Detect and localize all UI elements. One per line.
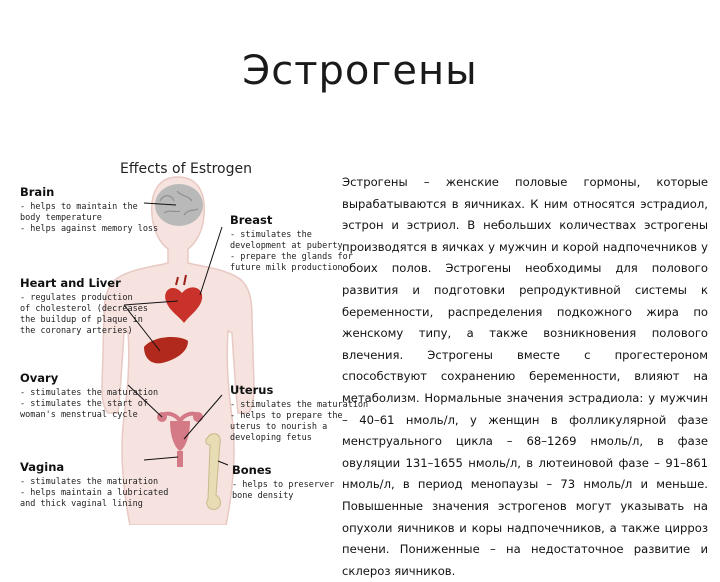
brain-label: Brain [20, 185, 55, 199]
figure-title: Effects of Estrogen [120, 161, 252, 177]
breast-text: - stimulates the development at puberty - prepare the glands for future milk production [230, 230, 353, 273]
estrogen-effects-figure [12, 155, 369, 525]
slide-title: Эстрогены [242, 48, 478, 94]
heart-liver-text: - regulates production of cholesterol (decreases the buildup of plaque in the coronary arteries) [20, 293, 148, 336]
vagina-label: Vagina [20, 460, 65, 474]
brain-organ [155, 184, 203, 226]
ovary-text: - stimulates the maturation - stimulates the start of woman's menstrual cycle [20, 388, 159, 420]
heart-liver-label: Heart and Liver [20, 276, 121, 290]
uterus-text: - stimulates the maturation - helps to prepare the uterus to nourish a developing fetus [230, 400, 369, 443]
breast-label: Breast [230, 213, 273, 227]
bones-text: - helps to preserver bone density [232, 480, 335, 501]
ovary-label: Ovary [20, 371, 59, 385]
vagina-text: - stimulates the maturation - helps maintain a lubricated and thick vaginal lining [20, 477, 169, 509]
bones-label: Bones [232, 463, 272, 477]
brain-text: - helps to maintain the body temperature - helps against memory loss [20, 202, 159, 234]
estrogen-description: Эстрогены – женские половые гормоны, которые вырабатываются в яичниках. К ним относятся эстрадиол, эстрон и эстриол. В небольших количествах эстрогены производятся в яичках у мужчин и корой надпочечников у обоих полов. Эстрогены необходимы для полового развития и подготовки репродуктивной системы к беременности, распределения подкожного жира по женскому типу, а также возникновения полового влечения. Эстрогены вместе с прогестероном способствуют сохранению беременности, влияют на метаболизм. Нормальные значения эстрадиола: у мужчин – 40–61 нмоль/л, у женщин в фолликулярной фазе менструального цикла – 68–1269 нмоль/л, в фазе овуляции 131–1655 нмоль/л, в лютеиновой фазе – 91–861 нмоль/л, в период менопаузы – 73 нмоль/л и меньше. Повышенные значения эстрогенов могут указывать на опухоли яичников и коры надпочечников, а также цирроз печени. Пониженные – на недостаточное развитие и склероз яичников. [342, 175, 708, 578]
uterus-label: Uterus [230, 383, 274, 397]
